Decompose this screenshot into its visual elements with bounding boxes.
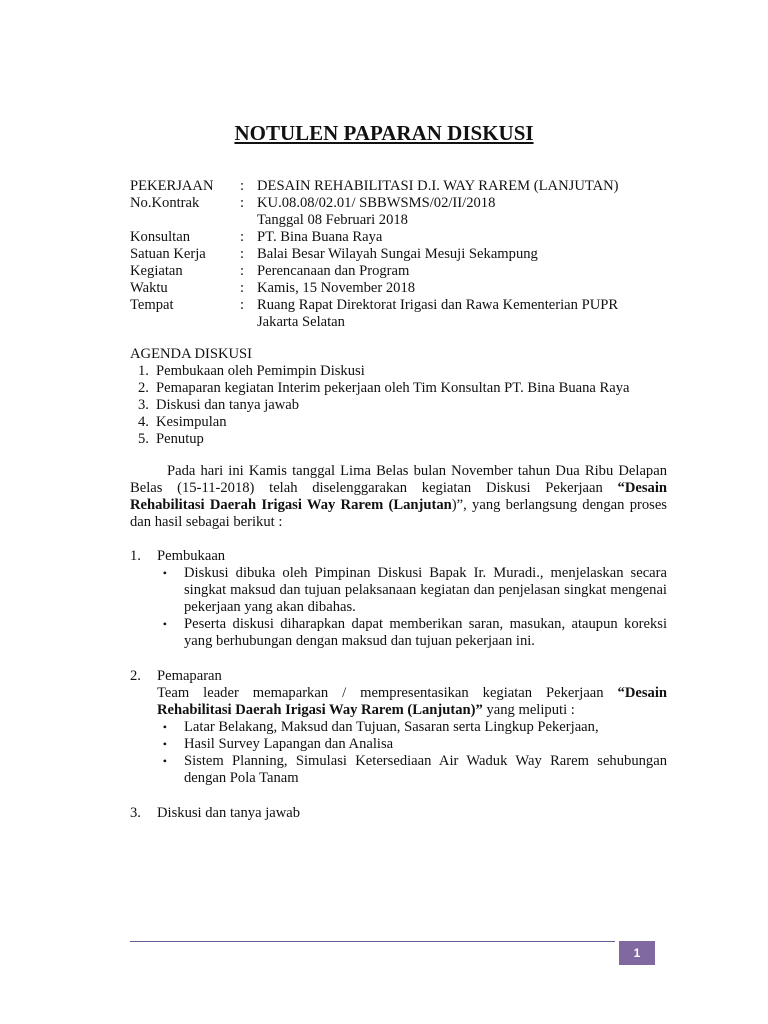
info-table [130, 178, 690, 331]
agenda-list [130, 363, 690, 448]
page-number-badge: 1 [619, 941, 655, 965]
bullet-text: Latar Belakang, Maksud dan Tujuan, Sasaran serta Lingkup Pekerjaan, [184, 719, 599, 735]
section-number: 3. [130, 805, 141, 821]
intro-text-start: Pada hari ini Kamis tanggal Lima Belas bulan November tahun Dua Ribu Delapan Belas (15-11-2018) telah diselenggarakan kegiatan Diskusi Pekerjaan [130, 463, 667, 496]
info-row-konsultan [130, 229, 690, 246]
agenda-number: 5. [138, 431, 149, 447]
info-label: Tempat [130, 297, 174, 313]
info-colon: : [240, 297, 245, 313]
info-label: No.Kontrak [130, 195, 200, 211]
list-item [130, 753, 667, 787]
list-item [130, 414, 690, 431]
section-heading [130, 548, 667, 565]
info-row-kegiatan [130, 263, 690, 280]
info-colon: : [240, 246, 245, 262]
section-title: Diskusi dan tanya jawab [157, 805, 301, 821]
section-body-bold: “Desain Rehabilitasi Daerah Irigasi Way Rarem (Lanjutan)” [157, 685, 667, 718]
info-row-satuan-kerja [130, 246, 690, 263]
list-item [130, 363, 690, 380]
agenda-text: Kesimpulan [156, 414, 227, 430]
bullet-icon: • [162, 754, 167, 768]
bullet-list [130, 565, 667, 650]
info-row-waktu [130, 280, 690, 297]
list-item [130, 380, 690, 397]
info-colon: : [240, 263, 245, 279]
info-label [130, 212, 240, 229]
bullet-text: Sistem Planning, Simulasi Ketersediaan Air Waduk Way Rarem sehubungan dengan Pola Tanam [184, 753, 667, 786]
section-pembukaan [130, 548, 667, 650]
section-diskusi [130, 805, 667, 822]
agenda-number: 4. [138, 414, 149, 430]
bullet-list [130, 719, 667, 787]
info-row-pekerjaan [130, 178, 690, 195]
info-label: PEKERJAAN [130, 178, 214, 194]
info-value: Kamis, 15 November 2018 [257, 280, 416, 296]
info-colon: : [240, 195, 245, 211]
footer-divider [130, 941, 615, 942]
info-value: Balai Besar Wilayah Sungai Mesuji Sekampung [257, 246, 538, 262]
list-item [130, 736, 667, 753]
info-colon [240, 212, 257, 229]
info-value: PT. Bina Buana Raya [257, 229, 383, 245]
bullet-text: Peserta diskusi diharapkan dapat memberikan saran, masukan, ataupun koreksi yang berhubungan dengan maksud dan tujuan pekerjaan ini. [184, 616, 667, 649]
section-body-end: yang meliputi : [482, 702, 575, 718]
agenda-text: Diskusi dan tanya jawab [156, 397, 300, 413]
info-label [130, 314, 240, 331]
intro-text-end: )”, yang berlangsung dengan proses dan hasil sebagai berikut : [130, 497, 667, 530]
info-colon: : [240, 178, 245, 194]
section-number: 2. [130, 668, 141, 684]
info-value: KU.08.08/02.01/ SBBWSMS/02/II/2018 [257, 195, 496, 211]
info-row-tempat [130, 297, 690, 314]
section-body-start: Team leader memaparkan / mempresentasikan kegiatan Pekerjaan [157, 685, 618, 701]
info-label: Kegiatan [130, 263, 183, 279]
agenda-text: Pembukaan oleh Pemimpin Diskusi [156, 363, 365, 379]
info-label: Konsultan [130, 229, 190, 245]
info-row-tanggal [130, 212, 690, 229]
list-item [130, 565, 667, 616]
bullet-icon: • [162, 566, 167, 580]
intro-bold-title: “Desain Rehabilitasi Daerah Irigasi Way Rarem (Lanjutan [130, 480, 667, 513]
info-value: Jakarta Selatan [257, 314, 345, 330]
agenda-number: 3. [138, 397, 149, 413]
info-colon: : [240, 280, 245, 296]
list-item [130, 397, 690, 414]
agenda-heading: AGENDA DISKUSI [130, 346, 253, 362]
agenda-section [130, 346, 690, 448]
section-title: Pemaparan [157, 668, 222, 684]
list-item [130, 616, 667, 650]
bullet-icon: • [162, 720, 167, 734]
agenda-text: Penutup [156, 431, 204, 447]
section-body [130, 685, 667, 719]
document-title: NOTULEN PAPARAN DISKUSI [234, 121, 534, 145]
info-value: Tanggal 08 Februari 2018 [257, 212, 408, 228]
info-value: Ruang Rapat Direktorat Irigasi dan Rawa Kementerian PUPR [257, 297, 619, 313]
info-row-kontrak [130, 195, 690, 212]
info-value: DESAIN REHABILITASI D.I. WAY RAREM (LANJUTAN) [257, 178, 619, 194]
bullet-text: Hasil Survey Lapangan dan Analisa [184, 736, 394, 752]
section-heading [130, 805, 667, 822]
info-label: Satuan Kerja [130, 246, 206, 262]
agenda-number: 1. [138, 363, 149, 379]
section-title: Pembukaan [157, 548, 226, 564]
info-row-tempat-cont [130, 314, 690, 331]
list-item [130, 431, 690, 448]
section-heading [130, 668, 667, 685]
agenda-number: 2. [138, 380, 149, 396]
section-pemaparan [130, 668, 667, 787]
info-label: Waktu [130, 280, 168, 296]
list-item [130, 719, 667, 736]
agenda-text: Pemaparan kegiatan Interim pekerjaan oleh Tim Konsultan PT. Bina Buana Raya [156, 380, 630, 396]
info-colon [240, 314, 257, 331]
bullet-icon: • [162, 737, 167, 751]
bullet-icon: • [162, 617, 167, 631]
info-value: Perencanaan dan Program [257, 263, 410, 279]
bullet-text: Diskusi dibuka oleh Pimpinan Diskusi Bapak Ir. Muradi., menjelaskan secara singkat maksud dan tujuan pelaksanaan kegiatan dan penjelasan singkat mengenai pekerjaan yang akan dibahas. [184, 565, 667, 615]
section-number: 1. [130, 548, 141, 564]
intro-paragraph [130, 463, 667, 531]
info-colon: : [240, 229, 245, 245]
